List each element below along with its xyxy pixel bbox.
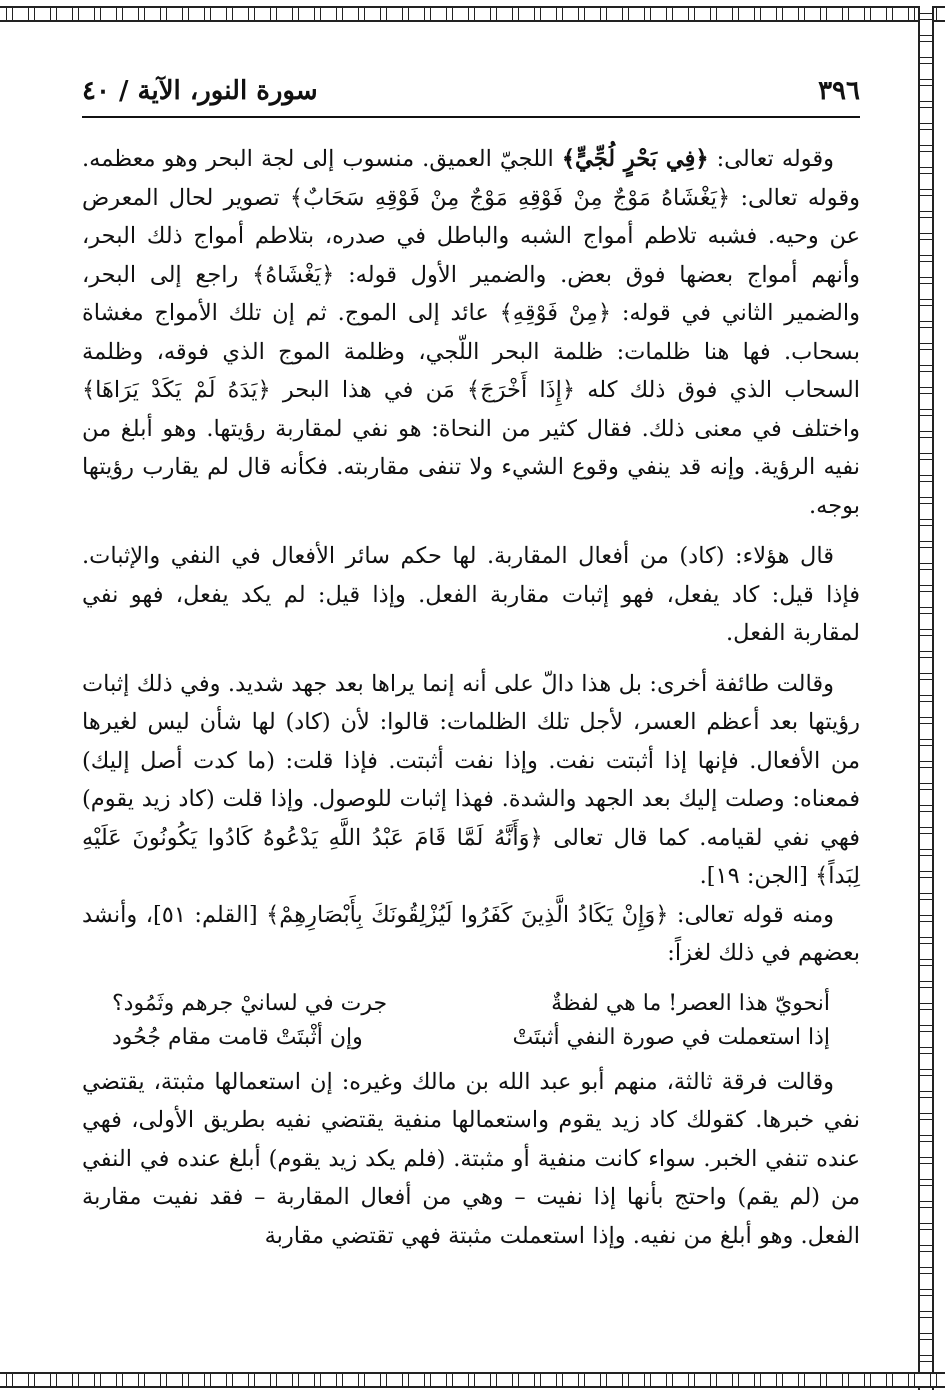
bottom-ornamental-border [0, 1372, 945, 1388]
page-number: ٣٩٦ [818, 76, 860, 106]
poem-line [82, 1021, 860, 1055]
paragraph-2: قال هؤلاء: (كاد) من أفعال المقاربة. لها حكم سائر الأفعال في النفي والإثبات. فإذا قيل: كاد يفعل، فهو إثبات مقاربة الفعل. وإذا قيل: لم يكد يفعل، فهو نفي لمقاربة الفعل. [82, 543, 860, 646]
top-ornamental-border [0, 6, 945, 22]
running-title: سورة النور، الآية / ٤٠ [82, 76, 318, 106]
page-body [82, 140, 860, 1255]
paragraph-5: وقالت فرقة ثالثة، منهم أبو عبد الله بن مالك وغيره: إن استعمالها مثبتة، يقتضي نفي خبرها. كقولك كاد زيد يقوم واستعمالها منفية يقتضي نفيه بطريق الأولى، فهي عنده تنفي الخبر. سواء كانت منفية أو مثبتة. (فلم يكد زيد يقوم) أبلغ عنده في النفي من (لم يقم) واحتج بأنها إذا نفيت – وهي من أفعال المقاربة – فقد نفيت مقاربة الفعل. وهو أبلغ من نفيه. وإذا استعملت مثبتة فهي تقتضي مقاربة [82, 1068, 860, 1249]
right-ornamental-border [918, 6, 934, 1390]
poem-hemistich: وإن أثْبتَتْ قامت مقام جُحُود [112, 1024, 363, 1050]
paragraph-1-body: اللجيّ العميق. منسوب إلى لجة البحر وهو معظمه. وقوله تعالى: ﴿يَغْشَاهُ مَوْجٌ مِنْ فَوْقِهِ مَوْجٌ مِنْ فَوْقِهِ سَحَابٌ﴾ تصوير لحال المعرض عن وحيه. فشبه تلاطم أمواج الشبه والباطل في صدره، بتلاطم أمواج ذلك البحر، وأنهم أمواج بعضها فوق بعض. والضمير الأول قوله: ﴿يَغْشَاهُ﴾ راجع إلى البحر، والضمير الثاني في قوله: ﴿مِنْ فَوْقِهِ﴾ عائد إلى الموج. ثم إن تلك الأمواج مغشاة بسحاب. فها هنا ظلمات: ظلمة البحر اللّجي، وظلمة الموج الذي فوقه، وظلمة السحاب الذي فوق ذلك كله ﴿إِذَا أَخْرَجَ﴾ مَن في هذا البحر ﴿يَدَهُ لَمْ يَكَدْ يَرَاهَا﴾ واختلف في معنى ذلك. فقال كثير من النحاة: هو نفي لمقاربة رؤيتها. وهو أبلغ من نفيه الرؤية. وإنه قد ينفي وقوع الشيء ولا تنفى مقاربته. فكأنه قال لم يقارب رؤيتها بوجه. [82, 146, 860, 519]
paragraph-4: ومنه قوله تعالى: ﴿وَإِنْ يَكَادُ الَّذِينَ كَفَرُوا لَيُزْلِقُونَكَ بِأَبْصَارِهِمْ﴾ [القلم: ٥١]، وأنشد بعضهم في ذلك لغزاً: [82, 901, 860, 966]
paragraph-3: وقالت طائفة أخرى: بل هذا دالّ على أنه إنما يراها بعد جهد شديد. وفي ذلك إثبات رؤيتها بعد أعظم العسر، لأجل تلك الظلمات: قالوا: لأن (كاد) لها شأن ليس لغيرها من الأفعال. فإنها إذا أثبتت نفت. وإذا نفت أثبتت. فإذا قلت: (ما كدت أصل إليك) فمعناه: وصلت إليك بعد الجهد والشدة. فهذا إثبات للوصول. وإذا قلت (كاد زيد يقوم) فهي نفي لقيامه. كما قال تعالى ﴿وَأَنَّهُ لَمَّا قَامَ عَبْدُ اللَّهِ يَدْعُوهُ كَادُوا يَكُونُونَ عَلَيْهِ لِبَداً﴾ [الجن: ١٩]. [82, 670, 860, 889]
paragraph-1-intro: وقوله تعالى: [708, 146, 834, 172]
poem-hemistich: إذا استعملت في صورة النفي أثبتَتْ [512, 1024, 830, 1050]
paragraph-1 [82, 140, 860, 525]
page-header [82, 70, 860, 118]
poem-hemistich: أنحويّ هذا العصر! ما هي لفظةٌ [551, 990, 830, 1016]
quran-quote: ﴿فِي بَحْرٍ لُجِّيٍّ﴾ [561, 146, 709, 172]
poem-line [82, 987, 860, 1021]
poem-hemistich: جرت في لسانيْ جرهم وثَمُود؟ [112, 990, 388, 1016]
poem [82, 987, 860, 1055]
